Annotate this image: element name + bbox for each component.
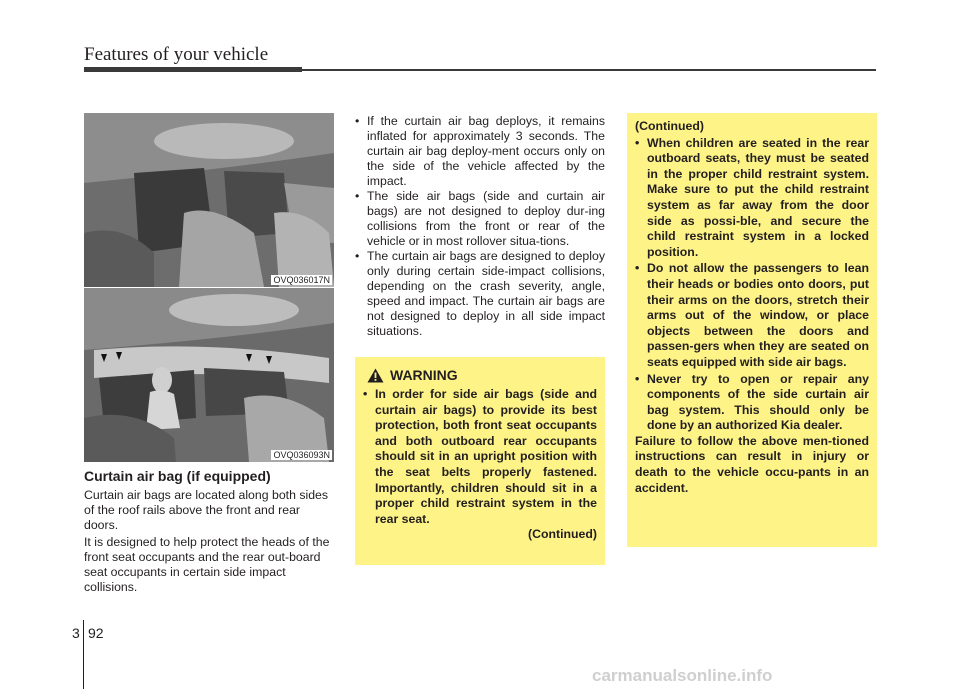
figure-code: OVQ036017N [273,275,330,285]
continued-label: (Continued) [635,119,704,133]
continued-label: (Continued) [528,527,597,542]
page-number-divider [83,620,84,689]
warning-title: WARNING [390,367,458,383]
interior-photo-curtain-location [84,113,334,287]
list-item: • The curtain air bags are designed to deploy only during certain side-impact collisions, depending on the crash severity, angle, speed and impact. The curtain air bags are not designed to deploy in all side impact situations. [355,249,605,339]
list-item: • The side air bags (side and curtain air bags) are not designed to deploy dur-ing collisions from the front or rear of the vehicle or in most rollover situa-tions. [355,189,605,249]
list-item: • Do not allow the passengers to lean their heads or bodies onto doors, put their arms on the doors, stretch their arms out of the window, or place objects between the doors and passen-gers when they are seated on seats equipped with side air bags. [635,261,869,370]
list-item: • In order for side air bags (side and curtain air bags) to provide its best protection, both front seat occupants and both outboard rear occupants should sit in an upright position with the seat belts properly fastened. Importantly, children should sit in a proper child restraint system in the rear seat. [363,387,597,527]
list-item: • When children are seated in the rear outboard seats, they must be seated in the proper child restraint system. Make sure to put the child restraint system as far away from the door side as possi-ble, and secure the child restraint system in a locked position. [635,136,869,261]
header-rule-thick [84,67,302,72]
list-item: • Never try to open or repair any components of the side curtain air bag system. This should only be done by an authorized Kia dealer. [635,372,869,434]
list-item: • If the curtain air bag deploys, it remains inflated for approximately 3 seconds. The curtain air bag deploy-ment occurs only on the side of the vehicle affected by the impact. [355,114,605,189]
body-paragraph: Curtain air bags are located along both sides of the roof rails above the front and rear doors. [84,488,329,532]
watermark: carmanualsonline.info [592,666,773,685]
warning-list [635,136,869,434]
header-rule-thin [300,69,876,71]
page-header-title: Features of your vehicle [84,44,269,65]
info-bullet-list [355,114,605,339]
warning-continued-box [627,113,877,547]
interior-illustration-1 [84,113,334,287]
warning-list [363,387,597,527]
body-paragraph: It is designed to help protect the heads of the front seat occupants and the rear out-board seat occupants in certain side impact collisions. [84,535,330,594]
page-number: 92 [88,625,104,641]
warning-header [367,367,597,383]
interior-illustration-2 [84,288,334,462]
chapter-number: 3 [72,625,80,641]
warning-closing-text: Failure to follow the above men-tioned instructions can result in injury or death to the vehicle occu-pants in an accident. [635,433,869,495]
interior-photo-curtain-deployed [84,288,334,462]
warning-box [355,357,605,565]
warning-triangle-icon [367,368,384,383]
section-heading: Curtain air bag (if equipped) [84,468,271,484]
figure-code: OVQ036093N [273,450,330,460]
